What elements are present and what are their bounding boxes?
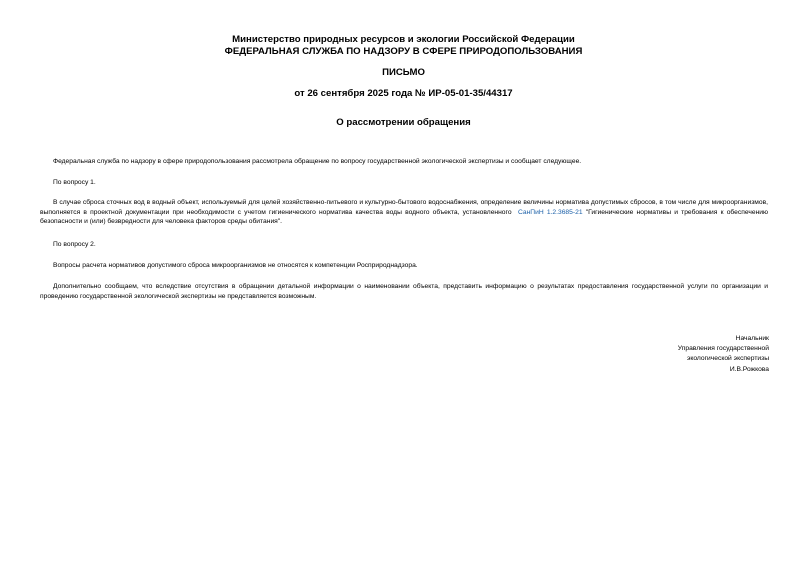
subject-label: О рассмотрении обращения (336, 117, 471, 128)
document-type-label: ПИСЬМО (382, 67, 425, 78)
signature-block (678, 334, 769, 375)
paragraph-question-1 (40, 198, 768, 227)
paragraph-question-1-label (40, 178, 768, 188)
paragraph-question-2 (40, 261, 768, 271)
question-2-label: По вопросу 2. (53, 241, 96, 248)
service-name: ФЕДЕРАЛЬНАЯ СЛУЖБА ПО НАДЗОРУ В СФЕРЕ ПРИРОДОПОЛЬЗОВАНИЯ (224, 46, 583, 57)
paragraph-intro (40, 157, 768, 167)
document-type (0, 67, 807, 79)
date-number-label: от 26 сентября 2025 года № ИР-05-01-35/44317 (294, 88, 513, 99)
question-1-text-before: В случае сброса сточных вод в водный объект, используемый для целей хозяйственно-питьевого и культурно-бытового водоснабжения, определение величины норматива допустимых сбросов, в том числе для микроорганизмов, выполняется в проектной документации при необходимости с учетом гигиенического норматива качества воды водного объекта, установленного (40, 199, 768, 216)
signature-name: И.В.Рожкова (729, 365, 769, 373)
ministry-name: Министерство природных ресурсов и экологии Российской Федерации (232, 34, 575, 45)
letter-header (0, 34, 807, 58)
question-2-text: Вопросы расчета нормативов допустимого сброса микроорганизмов не относятся к компетенции Росприроднадзора. (53, 262, 418, 269)
sanpin-link[interactable]: СанПиН 1.2.3685-21 (517, 208, 583, 216)
question-1-text (40, 198, 768, 227)
paragraph-additional (40, 282, 768, 301)
document-date-number (0, 88, 807, 100)
question-1-label: По вопросу 1. (53, 179, 96, 186)
signature-department: Управления государственной (677, 345, 769, 353)
signature-department-cont: экологической экспертизы (686, 355, 769, 363)
additional-text: Дополнительно сообщаем, что вследствие отсутствия в обращении детальной информации о наименовании объекта, представить информацию о результатах предоставления государственной услуги по организации и проведению государственной экологической экспертизы не представляется возможным. (40, 283, 768, 300)
signature-position: Начальник (735, 335, 769, 342)
question-1-text-after: "Гигиенические нормативы и требования к обеспечению безопасности и (или) безвредности для человека факторов среды обитания". (40, 208, 769, 226)
paragraph-question-2-label (40, 240, 768, 250)
document-subject (0, 117, 807, 129)
intro-text: Федеральная служба по надзору в сфере природопользования рассмотрела обращение по вопросу государственной экологической экспертизы и сообщает следующее. (53, 158, 582, 165)
